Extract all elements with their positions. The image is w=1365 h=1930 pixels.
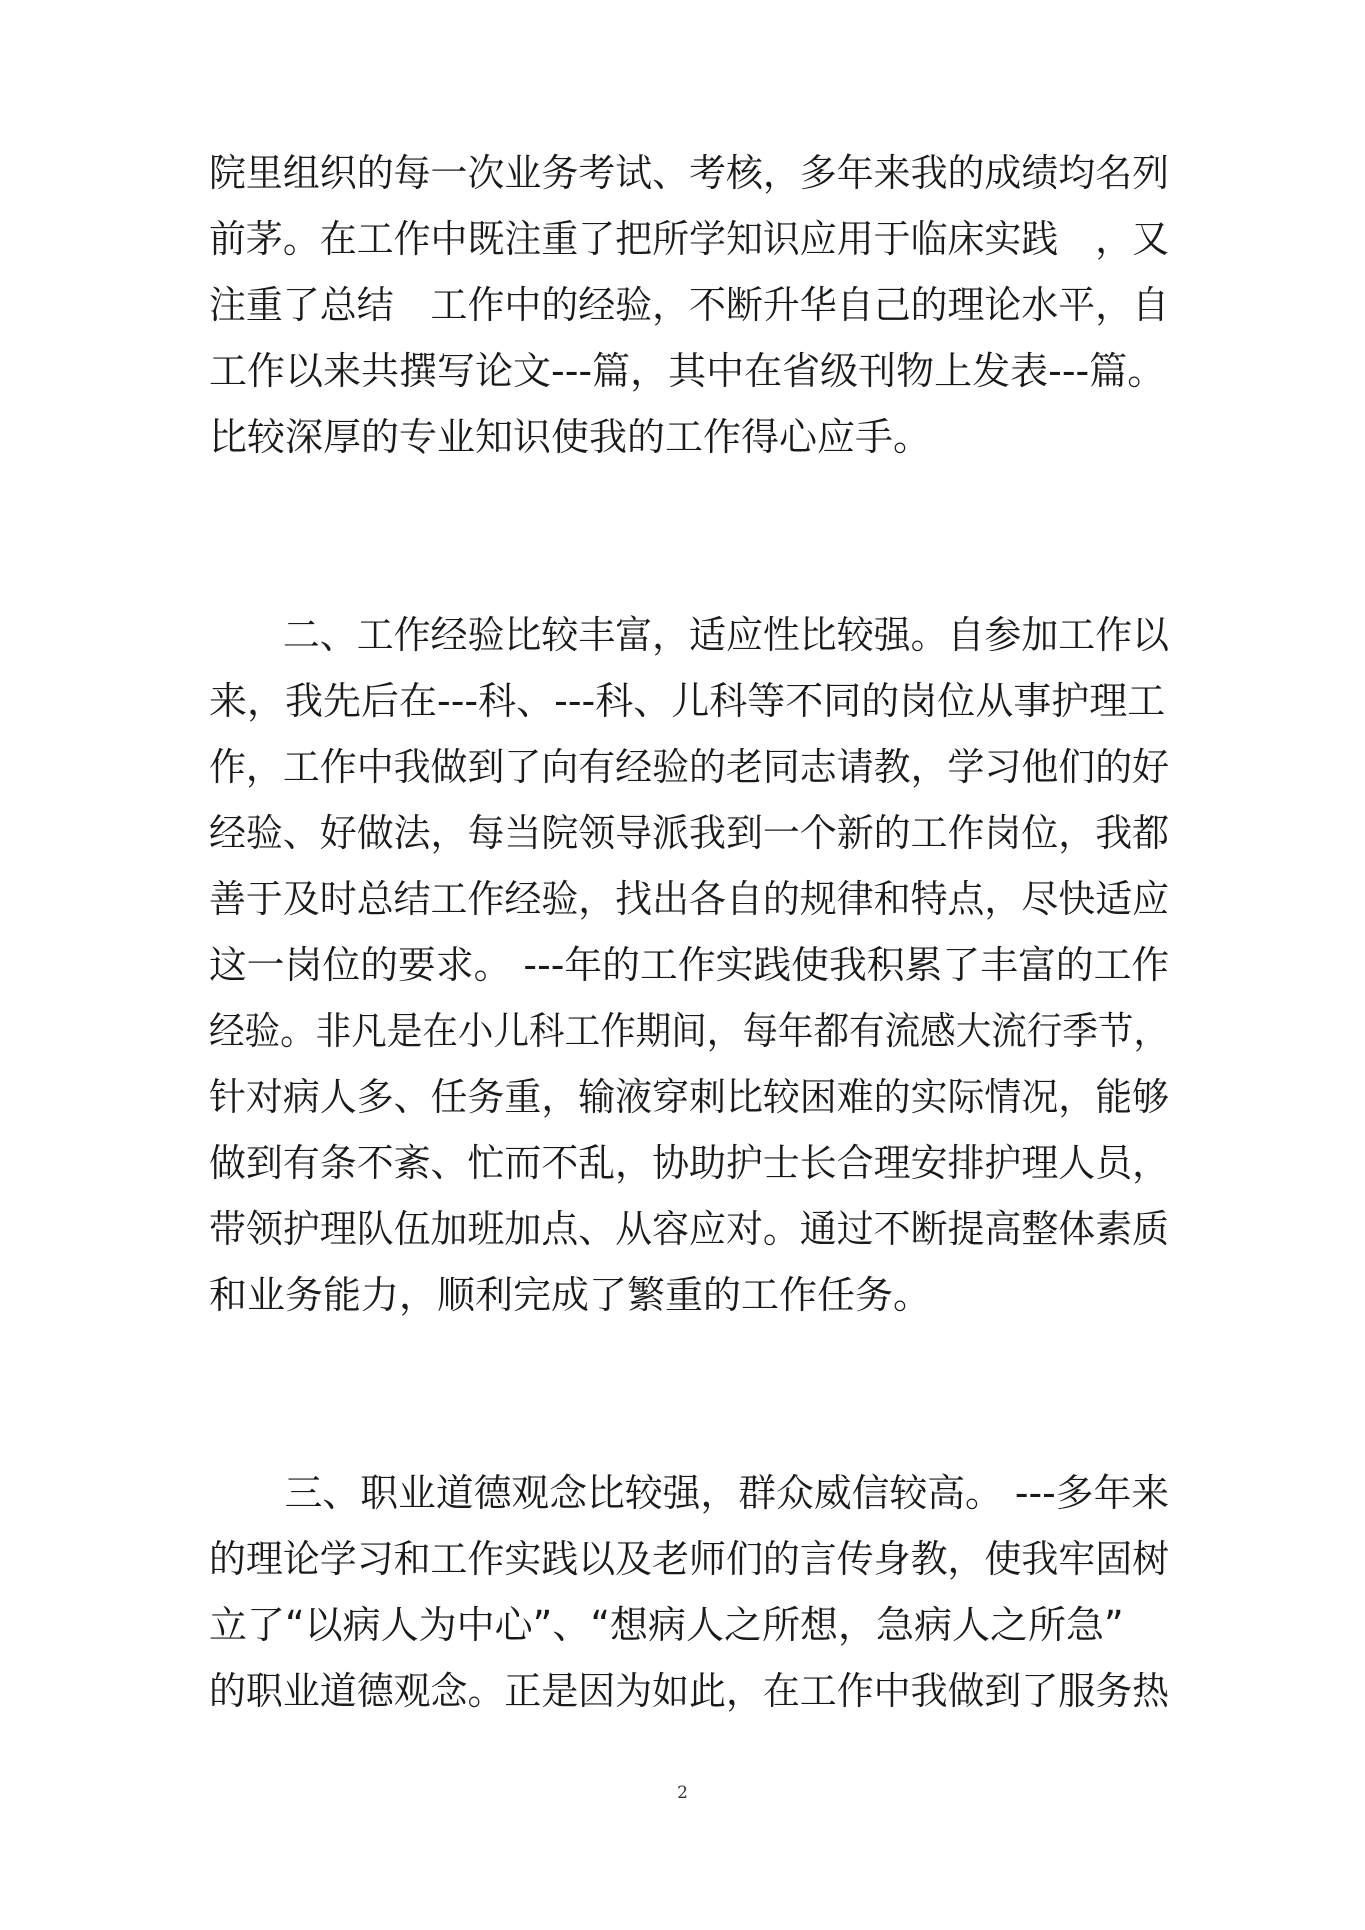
text-line: 注重了总结 工作中的经验，不断升华自己的理论水平，自 [209,283,1170,327]
text-line: 比较深厚的专业知识使我的工作得心应手。 [209,415,932,459]
text-line: 来，我先后在---科、---科、儿科等不同的岗位从事护理工 [209,679,1166,723]
paragraph-1 [209,140,1169,470]
text-line: 做到有条不紊、忙而不乱，协助护士长合理安排护理人员， [209,1141,1170,1185]
text-line: 三、职业道德观念比较强，群众威信较高。 ---多年来 [209,1471,1170,1515]
text-line: 的职业道德观念。正是因为如此，在工作中我做到了服务热 [209,1669,1170,1713]
paragraph-gap [209,1328,1169,1460]
text-line: 二、工作经验比较丰富，适应性比较强。自参加工作以 [209,613,1170,657]
text-line: 经验。非凡是在小儿科工作期间，每年都有流感大流行季节， [209,1009,1170,1053]
page-number: 2 [677,1783,688,1803]
paragraph-gap [209,470,1169,602]
text-line: 善于及时总结工作经验，找出各自的规律和特点，尽快适应 [209,877,1170,921]
text-line: 这一岗位的要求。 ---年的工作实践使我积累了丰富的工作 [209,943,1170,987]
text-line: 前茅。在工作中既注重了把所学知识应用于临床实践 ，又 [209,217,1170,261]
text-line: 的理论学习和工作实践以及老师们的言传身教，使我牢固树 [209,1537,1170,1581]
paragraph-2 [209,602,1169,1328]
paragraph-3 [209,1460,1169,1724]
text-line: 院里组织的每一次业务考试、考核，多年来我的成绩均名列 [209,151,1170,195]
text-line: 针对病人多、任务重，输液穿刺比较困难的实际情况，能够 [209,1075,1170,1119]
text-line: 带领护理队伍加班加点、从容应对。通过不断提高整体素质 [209,1207,1170,1251]
text-line: 工作以来共撰写论文---篇，其中在省级刊物上发表---篇。 [209,349,1166,393]
text-line: 和业务能力，顺利完成了繁重的工作任务。 [209,1273,932,1317]
document-body [209,140,1169,1724]
text-line: 立了“以病人为中心”、“想病人之所想，急病人之所急” [209,1603,1124,1647]
text-line: 经验、好做法，每当院领导派我到一个新的工作岗位，我都 [209,811,1170,855]
text-line: 作，工作中我做到了向有经验的老同志请教，学习他们的好 [209,745,1170,789]
